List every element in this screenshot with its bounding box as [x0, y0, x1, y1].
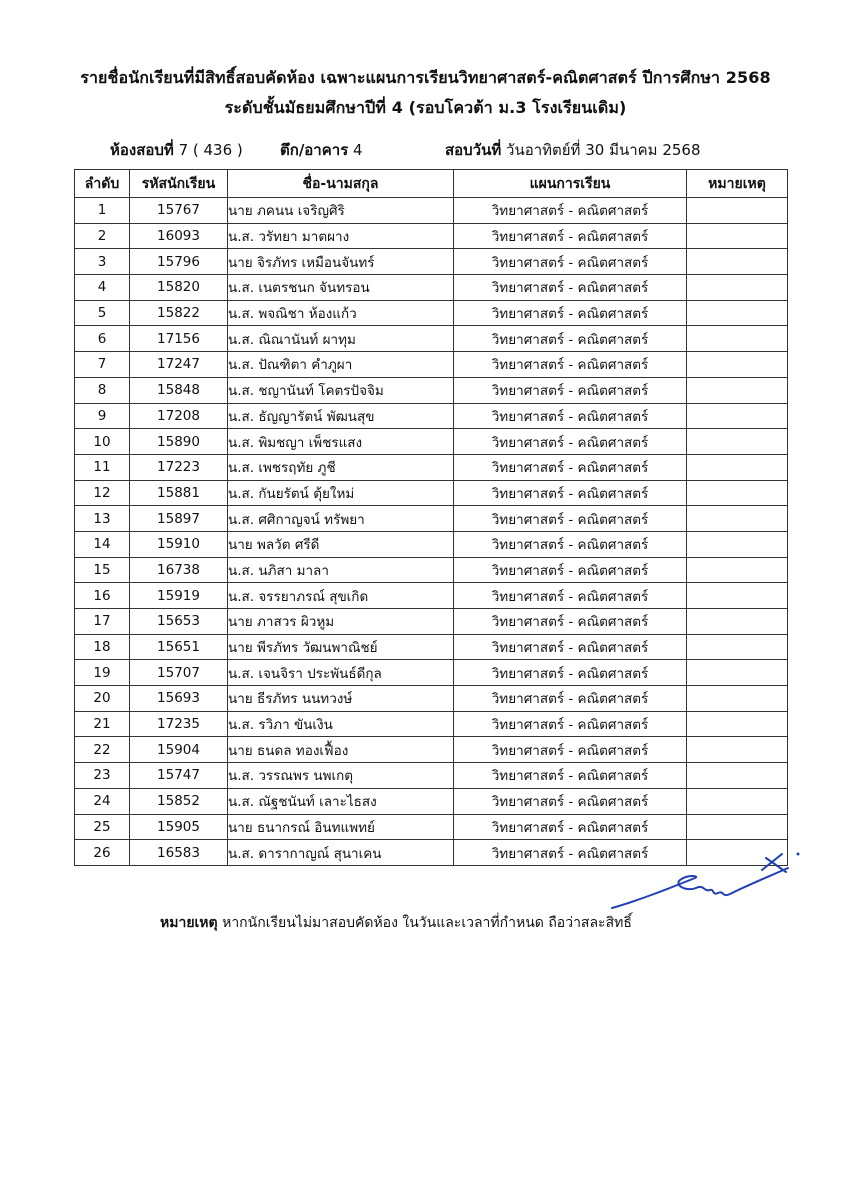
cell-remark	[687, 377, 788, 403]
cell-student-id: 16583	[130, 840, 228, 866]
cell-student-id: 17235	[130, 711, 228, 737]
cell-study-plan: วิทยาศาสตร์ - คณิตศาสตร์	[454, 300, 687, 326]
cell-remark	[687, 686, 788, 712]
note-label: หมายเหตุ	[160, 915, 218, 931]
cell-no: 7	[75, 352, 130, 378]
cell-no: 3	[75, 249, 130, 275]
cell-full-name: น.ส. วรรณพร นพเกตุ	[228, 763, 454, 789]
table-row	[75, 326, 788, 352]
cell-remark	[687, 737, 788, 763]
document-title: รายชื่อนักเรียนที่มีสิทธิ์สอบคัดห้อง เฉพาะแผนการเรียนวิทยาศาสตร์-คณิตศาสตร์ ปีการศึกษา 2568	[80, 68, 771, 87]
cell-no: 16	[75, 583, 130, 609]
cell-remark	[687, 583, 788, 609]
cell-no: 6	[75, 326, 130, 352]
cell-student-id: 15822	[130, 300, 228, 326]
cell-full-name: นาย ธนากรณ์ อินทแพทย์	[228, 814, 454, 840]
cell-remark	[687, 198, 788, 224]
cell-study-plan: วิทยาศาสตร์ - คณิตศาสตร์	[454, 609, 687, 635]
cell-remark	[687, 763, 788, 789]
cell-no: 2	[75, 223, 130, 249]
cell-full-name: นาย พีรภัทร วัฒนพาณิชย์	[228, 634, 454, 660]
cell-student-id: 15905	[130, 814, 228, 840]
cell-remark	[687, 660, 788, 686]
cell-remark	[687, 454, 788, 480]
cell-study-plan: วิทยาศาสตร์ - คณิตศาสตร์	[454, 531, 687, 557]
table-header-row	[75, 170, 788, 198]
cell-study-plan: วิทยาศาสตร์ - คณิตศาสตร์	[454, 840, 687, 866]
building-label: ตึก/อาคาร	[280, 141, 349, 159]
cell-student-id: 16093	[130, 223, 228, 249]
cell-remark	[687, 506, 788, 532]
cell-full-name: นาย ภคนน เจริญศิริ	[228, 198, 454, 224]
cell-no: 25	[75, 814, 130, 840]
table-row	[75, 377, 788, 403]
cell-study-plan: วิทยาศาสตร์ - คณิตศาสตร์	[454, 403, 687, 429]
cell-remark	[687, 557, 788, 583]
cell-full-name: น.ส. ชญานันท์ โคตรปัจจิม	[228, 377, 454, 403]
table-row	[75, 480, 788, 506]
header-student-id: รหัสนักเรียน	[130, 170, 228, 198]
table-row	[75, 686, 788, 712]
cell-remark	[687, 788, 788, 814]
cell-full-name: น.ส. จรรยาภรณ์ สุขเกิด	[228, 583, 454, 609]
table-row	[75, 403, 788, 429]
table-row	[75, 223, 788, 249]
document-subtitle: ระดับชั้นมัธยมศึกษาปีที่ 4 (รอบโควต้า ม.3 โรงเรียนเดิม)	[224, 98, 627, 117]
cell-full-name: น.ส. พจณิชา ห้องแก้ว	[228, 300, 454, 326]
signature-mark	[600, 848, 815, 928]
cell-no: 22	[75, 737, 130, 763]
cell-no: 13	[75, 506, 130, 532]
cell-study-plan: วิทยาศาสตร์ - คณิตศาสตร์	[454, 480, 687, 506]
cell-student-id: 15767	[130, 198, 228, 224]
cell-study-plan: วิทยาศาสตร์ - คณิตศาสตร์	[454, 249, 687, 275]
cell-remark	[687, 326, 788, 352]
cell-full-name: น.ส. กันยรัตน์ ตุ้ยใหม่	[228, 480, 454, 506]
cell-full-name: นาย ภาสวร ผิวหูม	[228, 609, 454, 635]
building-value: 4	[353, 141, 363, 159]
cell-remark	[687, 480, 788, 506]
cell-no: 11	[75, 454, 130, 480]
cell-full-name: น.ส. พิมชญา เพ็ชรแสง	[228, 429, 454, 455]
table-row	[75, 788, 788, 814]
table-row	[75, 814, 788, 840]
cell-study-plan: วิทยาศาสตร์ - คณิตศาสตร์	[454, 377, 687, 403]
cell-full-name: น.ส. รวิภา ขันเงิน	[228, 711, 454, 737]
cell-study-plan: วิทยาศาสตร์ - คณิตศาสตร์	[454, 352, 687, 378]
header-no: ลำดับ	[75, 170, 130, 198]
cell-study-plan: วิทยาศาสตร์ - คณิตศาสตร์	[454, 788, 687, 814]
cell-student-id: 15820	[130, 275, 228, 301]
table-row	[75, 454, 788, 480]
cell-student-id: 17223	[130, 454, 228, 480]
cell-no: 4	[75, 275, 130, 301]
cell-no: 9	[75, 403, 130, 429]
date-label: สอบวันที่	[445, 141, 502, 159]
cell-student-id: 15693	[130, 686, 228, 712]
cell-student-id: 15881	[130, 480, 228, 506]
cell-remark	[687, 814, 788, 840]
cell-student-id: 15747	[130, 763, 228, 789]
cell-study-plan: วิทยาศาสตร์ - คณิตศาสตร์	[454, 814, 687, 840]
cell-remark	[687, 609, 788, 635]
cell-study-plan: วิทยาศาสตร์ - คณิตศาสตร์	[454, 275, 687, 301]
cell-full-name: น.ส. เนตรชนก จันทรอน	[228, 275, 454, 301]
cell-full-name: นาย จิรภัทร เหมือนจันทร์	[228, 249, 454, 275]
cell-full-name: นาย ธีรภัทร นนทวงษ์	[228, 686, 454, 712]
cell-remark	[687, 403, 788, 429]
table-row	[75, 249, 788, 275]
cell-no: 14	[75, 531, 130, 557]
table-row	[75, 429, 788, 455]
room-label: ห้องสอบที่	[110, 141, 174, 159]
cell-no: 12	[75, 480, 130, 506]
cell-no: 21	[75, 711, 130, 737]
cell-remark	[687, 249, 788, 275]
cell-student-id: 17156	[130, 326, 228, 352]
cell-student-id: 15653	[130, 609, 228, 635]
cell-no: 10	[75, 429, 130, 455]
cell-student-id: 15852	[130, 788, 228, 814]
cell-study-plan: วิทยาศาสตร์ - คณิตศาสตร์	[454, 737, 687, 763]
header-remark: หมายเหตุ	[687, 170, 788, 198]
cell-full-name: น.ส. ศศิกาญจน์ ทรัพยา	[228, 506, 454, 532]
cell-no: 15	[75, 557, 130, 583]
table-row	[75, 609, 788, 635]
table-row	[75, 352, 788, 378]
cell-remark	[687, 429, 788, 455]
cell-remark	[687, 352, 788, 378]
cell-no: 26	[75, 840, 130, 866]
cell-study-plan: วิทยาศาสตร์ - คณิตศาสตร์	[454, 660, 687, 686]
cell-study-plan: วิทยาศาสตร์ - คณิตศาสตร์	[454, 429, 687, 455]
cell-no: 1	[75, 198, 130, 224]
table-row	[75, 737, 788, 763]
cell-study-plan: วิทยาศาสตร์ - คณิตศาสตร์	[454, 557, 687, 583]
cell-student-id: 16738	[130, 557, 228, 583]
cell-full-name: น.ส. ปัณฑิตา คำภูผา	[228, 352, 454, 378]
table-body	[75, 198, 788, 866]
cell-remark	[687, 634, 788, 660]
exam-date-info	[445, 138, 701, 162]
cell-student-id: 15707	[130, 660, 228, 686]
cell-full-name: นาย พลวัต ศรีดี	[228, 531, 454, 557]
table-row	[75, 506, 788, 532]
cell-student-id: 17247	[130, 352, 228, 378]
cell-student-id: 15890	[130, 429, 228, 455]
cell-study-plan: วิทยาศาสตร์ - คณิตศาสตร์	[454, 711, 687, 737]
cell-full-name: น.ส. ดารากาญณ์ สุนาเคน	[228, 840, 454, 866]
cell-remark	[687, 711, 788, 737]
cell-no: 24	[75, 788, 130, 814]
cell-study-plan: วิทยาศาสตร์ - คณิตศาสตร์	[454, 763, 687, 789]
cell-full-name: น.ส. นภิสา มาลา	[228, 557, 454, 583]
room-value: 7 ( 436 )	[178, 141, 243, 159]
cell-full-name: น.ส. เพชรฤทัย ภูชี	[228, 454, 454, 480]
cell-student-id: 15910	[130, 531, 228, 557]
cell-no: 18	[75, 634, 130, 660]
cell-study-plan: วิทยาศาสตร์ - คณิตศาสตร์	[454, 223, 687, 249]
cell-no: 19	[75, 660, 130, 686]
cell-student-id: 15848	[130, 377, 228, 403]
cell-student-id: 15904	[130, 737, 228, 763]
cell-study-plan: วิทยาศาสตร์ - คณิตศาสตร์	[454, 583, 687, 609]
table-row	[75, 763, 788, 789]
cell-full-name: น.ส. ณัฐชนันท์ เลาะไธสง	[228, 788, 454, 814]
date-value: วันอาทิตย์ที่ 30 มีนาคม 2568	[506, 141, 701, 159]
signature-stroke	[612, 868, 788, 908]
table-row	[75, 634, 788, 660]
table-row	[75, 557, 788, 583]
table-row	[75, 583, 788, 609]
cell-student-id: 15897	[130, 506, 228, 532]
cell-full-name: น.ส. ณิณานันท์ ผาทุม	[228, 326, 454, 352]
table-row	[75, 275, 788, 301]
table-row	[75, 660, 788, 686]
header-study-plan: แผนการเรียน	[454, 170, 687, 198]
cell-full-name: น.ส. ธัญญารัตน์ พัฒนสุข	[228, 403, 454, 429]
cell-study-plan: วิทยาศาสตร์ - คณิตศาสตร์	[454, 506, 687, 532]
cell-remark	[687, 300, 788, 326]
cell-no: 8	[75, 377, 130, 403]
building-info	[280, 138, 363, 162]
cell-student-id: 17208	[130, 403, 228, 429]
student-roster-table	[74, 169, 788, 866]
signature-cross	[762, 854, 786, 872]
table-row	[75, 300, 788, 326]
footer-note	[160, 912, 632, 934]
cell-student-id: 15919	[130, 583, 228, 609]
cell-no: 23	[75, 763, 130, 789]
note-text: หากนักเรียนไม่มาสอบคัดห้อง ในวันและเวลาที่กำหนด ถือว่าสละสิทธิ์	[222, 915, 632, 931]
cell-no: 20	[75, 686, 130, 712]
signature-dot	[797, 853, 800, 856]
cell-remark	[687, 531, 788, 557]
cell-remark	[687, 223, 788, 249]
cell-full-name: น.ส. วรัทยา มาตผาง	[228, 223, 454, 249]
cell-remark	[687, 275, 788, 301]
cell-study-plan: วิทยาศาสตร์ - คณิตศาสตร์	[454, 326, 687, 352]
cell-no: 17	[75, 609, 130, 635]
header-full-name: ชื่อ-นามสกุล	[228, 170, 454, 198]
cell-student-id: 15651	[130, 634, 228, 660]
cell-no: 5	[75, 300, 130, 326]
cell-full-name: นาย ธนดล ทองเฟื้อง	[228, 737, 454, 763]
cell-study-plan: วิทยาศาสตร์ - คณิตศาสตร์	[454, 198, 687, 224]
cell-student-id: 15796	[130, 249, 228, 275]
exam-room-info	[110, 138, 243, 162]
table-row	[75, 198, 788, 224]
table-row	[75, 711, 788, 737]
cell-study-plan: วิทยาศาสตร์ - คณิตศาสตร์	[454, 634, 687, 660]
cell-full-name: น.ส. เจนจิรา ประพันธ์ดีกุล	[228, 660, 454, 686]
table-row	[75, 531, 788, 557]
cell-study-plan: วิทยาศาสตร์ - คณิตศาสตร์	[454, 686, 687, 712]
cell-study-plan: วิทยาศาสตร์ - คณิตศาสตร์	[454, 454, 687, 480]
